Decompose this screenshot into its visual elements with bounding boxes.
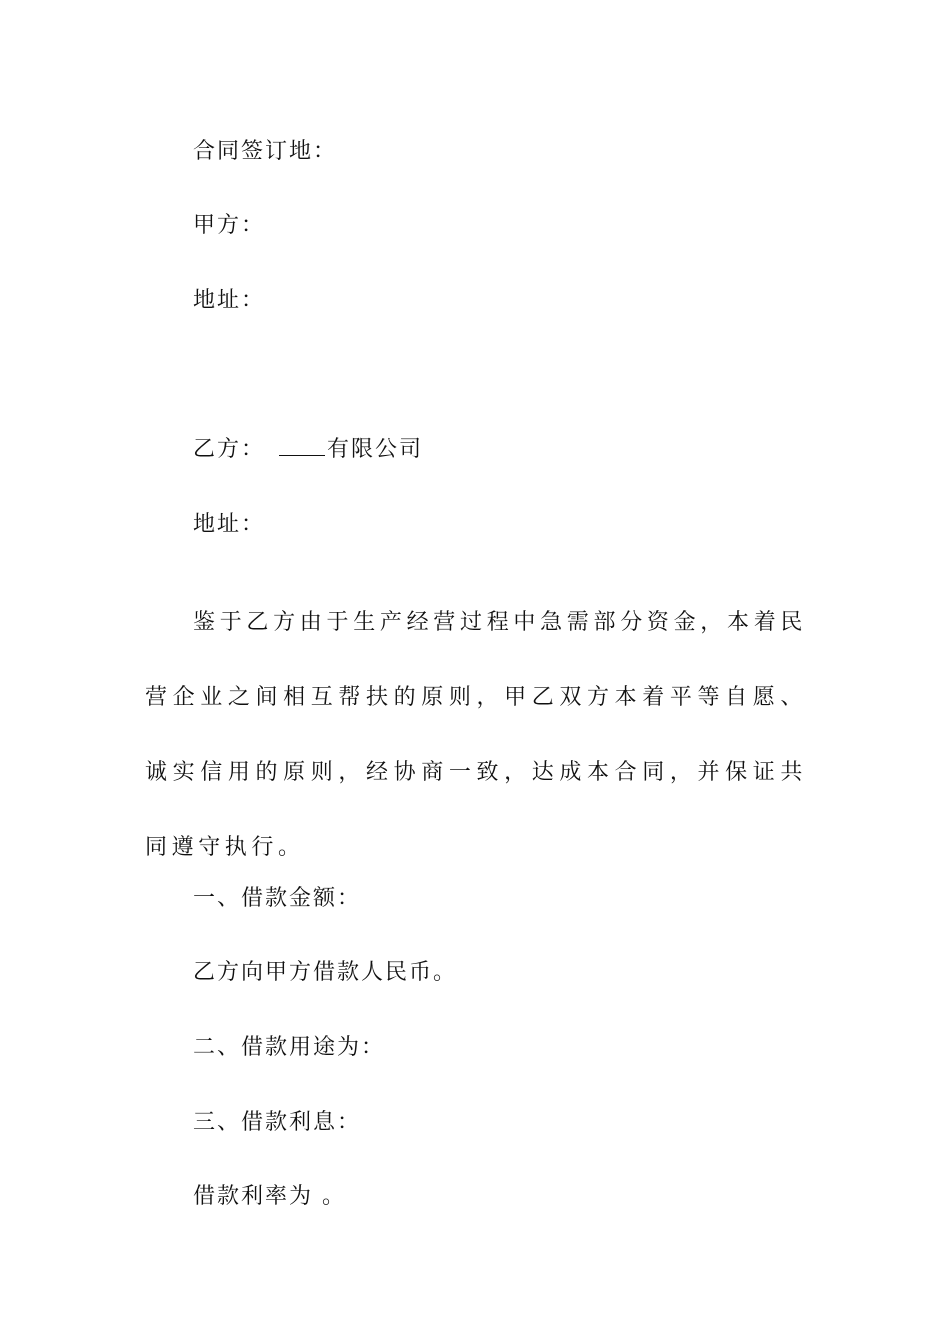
party-b-address-label: 地址： bbox=[193, 512, 266, 537]
section-1-body: 乙方向甲方借款人民币。 bbox=[193, 960, 458, 985]
contract-place-label: 合同签订地： bbox=[193, 139, 338, 164]
party-b-line bbox=[193, 435, 423, 465]
party-a-label: 甲方： bbox=[193, 213, 266, 238]
party-b-company-suffix: 有限公司 bbox=[327, 437, 424, 462]
section-3-body: 借款利率为 。 bbox=[193, 1184, 346, 1209]
section-3-title: 三、借款利息： bbox=[193, 1110, 362, 1135]
party-a-address-label: 地址： bbox=[193, 288, 266, 313]
preamble-paragraph: 鉴于乙方由于生产经营过程中急需部分资金，本着民营企业之间相互帮扶的原则，甲乙双方本着平等自愿、诚实信用的原则，经协商一致，达成本合同，并保证共同遵守执行。 bbox=[145, 610, 807, 860]
section-1-title: 一、借款金额： bbox=[193, 886, 362, 911]
party-b-label: 乙方： bbox=[193, 437, 266, 462]
party-b-name-blank bbox=[279, 437, 325, 456]
section-2-title: 二、借款用途为： bbox=[193, 1035, 386, 1060]
